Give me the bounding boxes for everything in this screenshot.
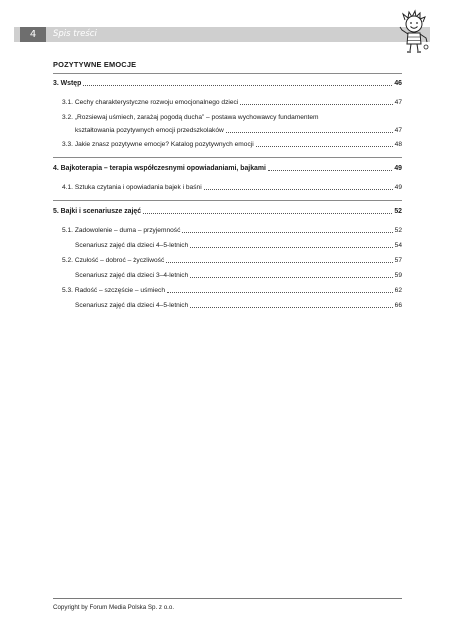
toc-leader-dots [190, 247, 392, 248]
toc-leader-dots [240, 104, 392, 105]
section-divider [53, 157, 402, 158]
toc-entry[interactable] [75, 272, 402, 280]
copyright-footer: Copyright by Forum Media Polska Sp. z o.o. [53, 604, 175, 611]
toc-entry-title: 3.3. Jakie znasz pozytywne emocje? Katalog pozytywnych emocji [62, 141, 254, 148]
toc-entry[interactable] [75, 302, 402, 310]
footer-divider [53, 598, 402, 599]
toc-leader-dots [268, 170, 392, 171]
toc-entry-page: 52 [394, 227, 402, 234]
toc-entry-page: 62 [394, 287, 402, 294]
toc-entry-page: 66 [394, 302, 402, 309]
toc-entry[interactable] [62, 287, 402, 295]
toc-entry[interactable] [75, 127, 402, 135]
toc-entry-title: 3. Wstęp [53, 80, 82, 87]
toc-entry-title: Scenariusz zajęć dla dzieci 4–5-letnich [75, 302, 189, 309]
toc-entry-page: 47 [394, 127, 402, 134]
header-title: Spis treści [53, 29, 97, 39]
section-title: POZYTYWNE EMOCJE [53, 60, 137, 69]
toc-leader-dots [226, 132, 393, 133]
toc-leader-dots [166, 262, 392, 263]
toc-leader-dots [190, 307, 392, 308]
toc-leader-dots [204, 189, 393, 190]
toc-entry-title: 5.3. Radość – szczęście – uśmiech [62, 287, 165, 294]
section-divider [53, 73, 402, 74]
toc-entry[interactable] [53, 80, 402, 88]
toc-leader-dots [256, 146, 393, 147]
toc-entry-page: 52 [394, 208, 402, 215]
page-number: 4 [20, 27, 46, 42]
toc-leader-dots [167, 292, 393, 293]
toc-entry-page: 48 [394, 141, 402, 148]
toc-entry-title: Scenariusz zajęć dla dzieci 4–5-letnich [75, 242, 189, 249]
toc-entry[interactable] [62, 257, 402, 265]
toc-entry-page: 59 [394, 272, 402, 279]
section-divider [53, 200, 402, 201]
toc-entry-page: 47 [394, 99, 402, 106]
toc-entry[interactable] [75, 242, 402, 250]
toc-entry-page: 54 [394, 242, 402, 249]
toc-entry[interactable] [62, 99, 402, 107]
toc-entry-page: 49 [394, 165, 402, 172]
toc-entry[interactable] [62, 141, 402, 149]
toc-entry-title: 5.1. Zadowolenie – duma – przyjemność [62, 227, 181, 234]
toc-entry[interactable] [62, 184, 402, 192]
toc-entry-title: Scenariusz zajęć dla dzieci 3–4-letnich [75, 272, 189, 279]
toc-entry[interactable] [62, 227, 402, 235]
toc-entry-title: 5. Bajki i scenariusze zajęć [53, 208, 142, 215]
toc-entry-title-line1[interactable]: 3.2. „Rozsiewaj uśmiech, zarażaj pogodą ducha” – postawa wychowawcy fundamentem [62, 114, 319, 121]
toc-entry-page: 57 [394, 257, 402, 264]
toc-entry-page: 49 [394, 184, 402, 191]
toc-entry-page: 46 [394, 80, 402, 87]
toc-leader-dots [190, 277, 392, 278]
toc-entry-title: 5.2. Czułość – dobroć – życzliwość [62, 257, 165, 264]
toc-entry-title: kształtowania pozytywnych emocji przedszkolaków [75, 127, 224, 134]
toc-leader-dots [83, 85, 392, 86]
toc-entry-title: 4.1. Sztuka czytania i opowiadania bajek i baśni [62, 184, 202, 191]
cartoon-child-icon [396, 9, 432, 55]
toc-leader-dots [182, 232, 392, 233]
toc-entry[interactable] [53, 208, 402, 216]
toc-entry-title: 3.1. Cechy charakterystyczne rozwoju emocjonalnego dzieci [62, 99, 239, 106]
toc-leader-dots [143, 213, 392, 214]
toc-entry[interactable] [53, 165, 402, 173]
toc-entry-title: 4. Bajkoterapia – terapia współczesnymi opowiadaniami, bajkami [53, 165, 266, 172]
